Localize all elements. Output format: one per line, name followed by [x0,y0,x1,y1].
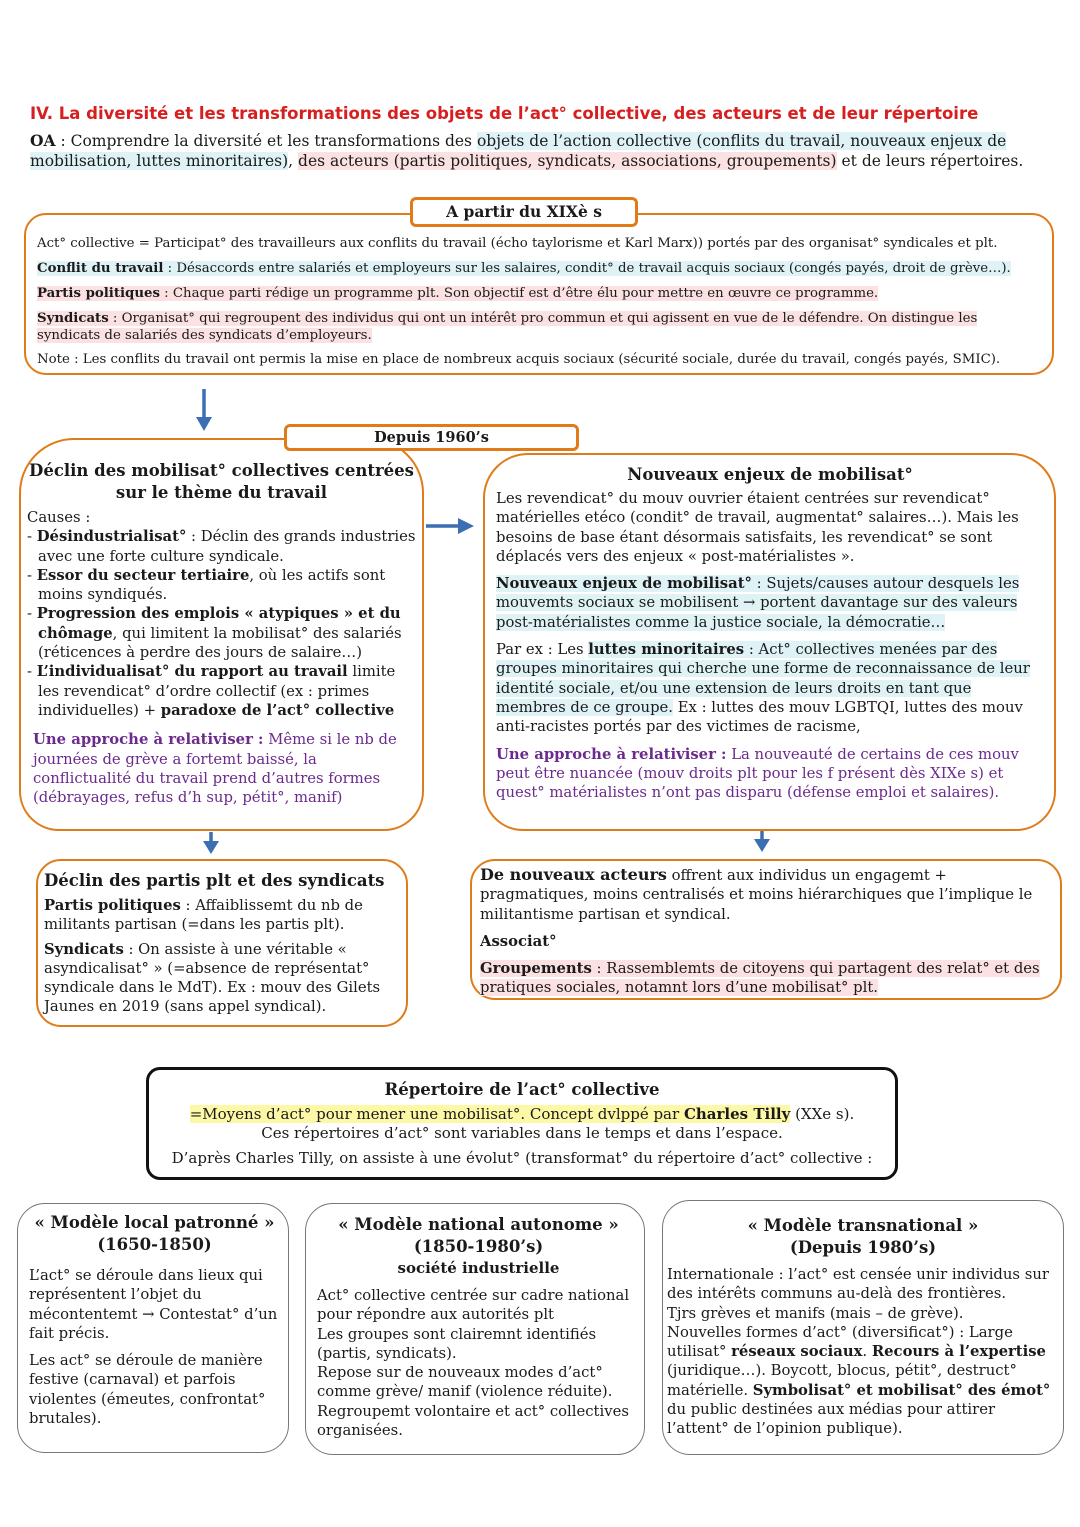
label-1960s: Depuis 1960’s [284,424,579,451]
term: Symbolisat° et mobilisat° des émot° [752,1381,1051,1399]
relativiser-note [496,745,1044,803]
term: Associat° [480,932,557,950]
definition: : Act° collectives menées par des groupes minoritaires qui cherche une forme de reconnaissance de leur identité sociale, et/ou une extension de leurs droits en tant que membres de ce groupe. [496,641,1030,716]
definition: : Sujets/causes autour desquels les mouvemts sociaux se mobilisent → portent davantage sur des valeurs post-matérialistes comme la justice sociale, la démocratie… [496,575,1020,631]
model-transnational [662,1200,1064,1455]
relativiser-note [27,730,416,807]
paragraph: Ces répertoires d’act° sont variables dans le temps et dans l’espace. [261,1124,783,1142]
definition: =Moyens d’act° pour mener une mobilisat°. Concept dvlppé par [189,1105,684,1123]
def-groupements [480,959,1052,998]
section-decline-parties [36,859,408,1027]
model-local [17,1203,289,1453]
paragraph [667,1323,1059,1439]
text: (juridique…). Boycott, blocus, pétit°, destruct° matérielle. [667,1362,1017,1399]
paragraph: Internationale : l’act° est censée unir individus sur des intérêts communs au-delà des frontières. [667,1266,1049,1303]
causes-label: Causes : [27,509,91,526]
term: Groupements [480,960,592,978]
model-period: (Depuis 1980’s) [789,1238,937,1257]
definition: : Chaque parti rédige un programme plt. Son objectif est d’être élu pour mettre en œuvre ce programme. [159,286,879,301]
note-text: Note : Les conflits du travail ont permis la mise en place de nombreux acquis sociaux (sécurité sociale, durée du travail, congés payés, SMIC). [37,352,1001,367]
paragraph: Les revendicat° du mouv ouvrier étaient centrées sur revendicat° matérielles etéco (condit° de travail, augmentat° salaires…). Mais les besoins de base étant désormais satisfaits, les revendicat° se sont déplacés vers des enjeux « post-matérialistes ». [496,490,1019,565]
paragraph: Regroupemt volontaire et act° collectives organisées. [317,1402,629,1440]
paragraph [480,865,1052,924]
def-luttes [496,640,1044,736]
text: . [862,1343,872,1361]
arrow-down-icon [752,830,772,854]
text: Nouvelles formes d’act° (diversificat°) : Large utilisat° [667,1323,1013,1361]
term: Partis politiques [44,897,181,914]
oa-actors: des acteurs (partis politiques, syndicats, associations, groupements) [298,152,837,170]
paragraph: Tjrs grèves et manifs (mais – de grève). [667,1304,964,1322]
section-heading: Déclin des partis plt et des syndicats [44,871,385,890]
section-decline-mobilisation [19,438,424,831]
definition: : Rassemblemts de citoyens qui partagent des relat° et des pratiques sociales, notamnt lors d’une mobilisat° plt. [480,960,1040,997]
definition: , qui limitent la mobilisat° des salariés (réticences à perdre des jours de salaire…) [38,624,402,662]
cause-item: - Essor du secteur tertiaire, où les actifs sont moins syndiqués. [27,566,386,604]
section-heading: Nouveaux enjeux de mobilisat° [627,465,913,484]
paragraph: Repose sur de nouveaux modes d’act° comme grève/ manif (violence réduite). [317,1364,613,1401]
example: Ex : luttes des mouv LGBTQI, luttes des mouv anti-racistes portés par des victimes de racisme, [496,698,1023,736]
suffix: (XXe s). [790,1105,855,1123]
term: Conflit du travail [37,261,164,276]
cause-item: - Progression des emplois « atypiques » et du chômage, qui limitent la mobilisat° des salariés (réticences à perdre des jours de salaire…) [27,605,402,662]
def-conflit [37,260,1040,277]
definition: : Organisat° qui regroupent des individus qui ont un intérêt pro commun et qui agissent en vue de le défendre. On distingue les syndicats de salariés des syndicats d’employeurs. [37,311,978,343]
author-name: Charles Tilly [683,1105,791,1123]
term: Recours à l’expertise [871,1343,1046,1361]
cause-item: - L’individualisat° du rapport au travail limite les revendicat° d’ordre collectif (ex : primes individuelles) + paradoxe de l’act° collective [27,663,396,719]
paragraph: Les act° se déroule de manière festive (carnaval) et parfois violentes (émeutes, confrontat° brutales). [29,1352,266,1428]
oa-sep: , [288,152,299,170]
definition: offrent aux individus un engagemt + pragmatiques, moins centralisés et moins hiérarchiques que l’implique le militantisme partisan et syndical. [480,867,1033,923]
definition: : Affaiblissemt du nb de militants partisan (=dans les partis plt). [44,897,363,934]
def-syndicats [44,940,400,1017]
term: Essor du secteur tertiaire [36,566,250,584]
term: luttes minoritaires [588,641,745,659]
term: Syndicats [37,311,109,326]
definition: Même si le nb de journées de grève a fortemt baissé, la conflictualité du travail prend d’autres formes (débrayages, refus d’h sup, pétit°, manif) [33,731,397,807]
objectives [30,131,1060,171]
intro-text: Act° collective = Participat° des travailleurs aux conflits du travail (écho taylorisme et Karl Marx)) portés par des organisat° syndicales et plt. [37,236,998,251]
assoc-label [480,932,1052,951]
section-repertoire [146,1067,898,1180]
model-period: (1850-1980’s) [413,1237,544,1256]
label-xix: A partir du XIXè s [410,197,638,227]
cause-item: - Désindustrialisat° : Déclin des grands industries avec une forte culture syndicale. [27,528,416,565]
definition: limite les revendicat° d’ordre collectif (ex : primes individuelles) + [38,663,396,719]
definition: : Déclin des grands industries avec une forte culture syndicale. [38,528,416,565]
oa-text: : Comprendre la diversité et les transformations des [55,132,477,150]
term: Désindustrialisat° [36,528,187,546]
model-subtitle: société industrielle [397,1259,560,1277]
section-heading: Répertoire de l’act° collective [384,1080,660,1099]
term: Progression des emplois « atypiques » et du chômage [36,605,401,642]
term: De nouveaux acteurs [480,865,667,884]
paragraph: D’après Charles Tilly, on assiste à une évolut° (transformat° du répertoire d’act° collective : [171,1149,873,1167]
model-national [305,1203,645,1455]
paragraph: Act° collective centrée sur cadre national pour répondre aux autorités plt [317,1287,630,1324]
term: L’individualisat° du rapport au travail [36,663,348,681]
arrow-right-icon [426,516,476,536]
definition: : On assiste à une véritable « asyndicalisat° » (=absence de représentat° syndicale dans le MdT). Ex : mouv des Gilets Jaunes en 2019 (sans appel syndical). [44,940,381,1016]
paragraph: Les groupes sont clairemnt identifiés (partis, syndicats). [317,1325,597,1362]
definition: La nouveauté de certains de ces mouv peut être nuancée (mouv droits plt pour les f présent dès XIXe s) et quest° matérialistes n’ont pas disparu (défense emploi et salaires). [496,745,1019,802]
term: paradoxe de l’act° collective [160,701,395,719]
def-enjeux [496,574,1044,632]
model-title: « Modèle national autonome » [338,1215,619,1234]
section-new-issues [483,453,1056,831]
definition: , où les actifs sont moins syndiqués. [38,566,386,604]
oa-label: OA [30,131,56,150]
section-new-actors [470,859,1062,1000]
page-title: IV. La diversité et les transformations des objets de l’act° collective, des acteurs et de leur répertoire [30,104,979,123]
text: du public destinées aux médias pour attirer l’attent° de l’opinion publique). [667,1401,996,1438]
arrow-down-icon [194,389,214,433]
definition: : Désaccords entre salariés et employeurs sur les salaires, condit° de travail acquis sociaux (congés payés, droit de grève…). [163,261,1011,276]
term: Une approche à relativiser : [496,745,727,763]
section-19th-century [24,213,1054,375]
def-partis [44,896,400,935]
oa-end: et de leurs répertoires. [836,152,1024,170]
paragraph: L’act° se déroule dans lieux qui représentent l’objet du mécontentemt → Contestat° d’un fait précis. [29,1267,278,1342]
section-heading: Déclin des mobilisat° collectives centrées sur le thème du travail [29,461,414,502]
repertoire-def [157,1105,887,1124]
model-title: « Modèle transnational » [747,1216,979,1235]
term: Partis politiques [37,286,160,301]
oa-objects: objets de l’action collective (conflits du travail, nouveaux enjeux de mobilisation, luttes minoritaires) [30,132,1007,170]
def-partis [37,285,1040,302]
def-syndicats [37,310,1040,344]
term: Nouveaux enjeux de mobilisat° [496,575,752,593]
arrow-down-icon [201,832,221,856]
term: réseaux sociaux [731,1343,863,1361]
term: Une approche à relativiser : [33,731,264,749]
prefix: Par ex : Les [496,641,589,659]
model-title: « Modèle local patronné » [34,1213,275,1232]
model-period: (1650-1850) [97,1235,212,1254]
term: Syndicats [44,940,124,958]
